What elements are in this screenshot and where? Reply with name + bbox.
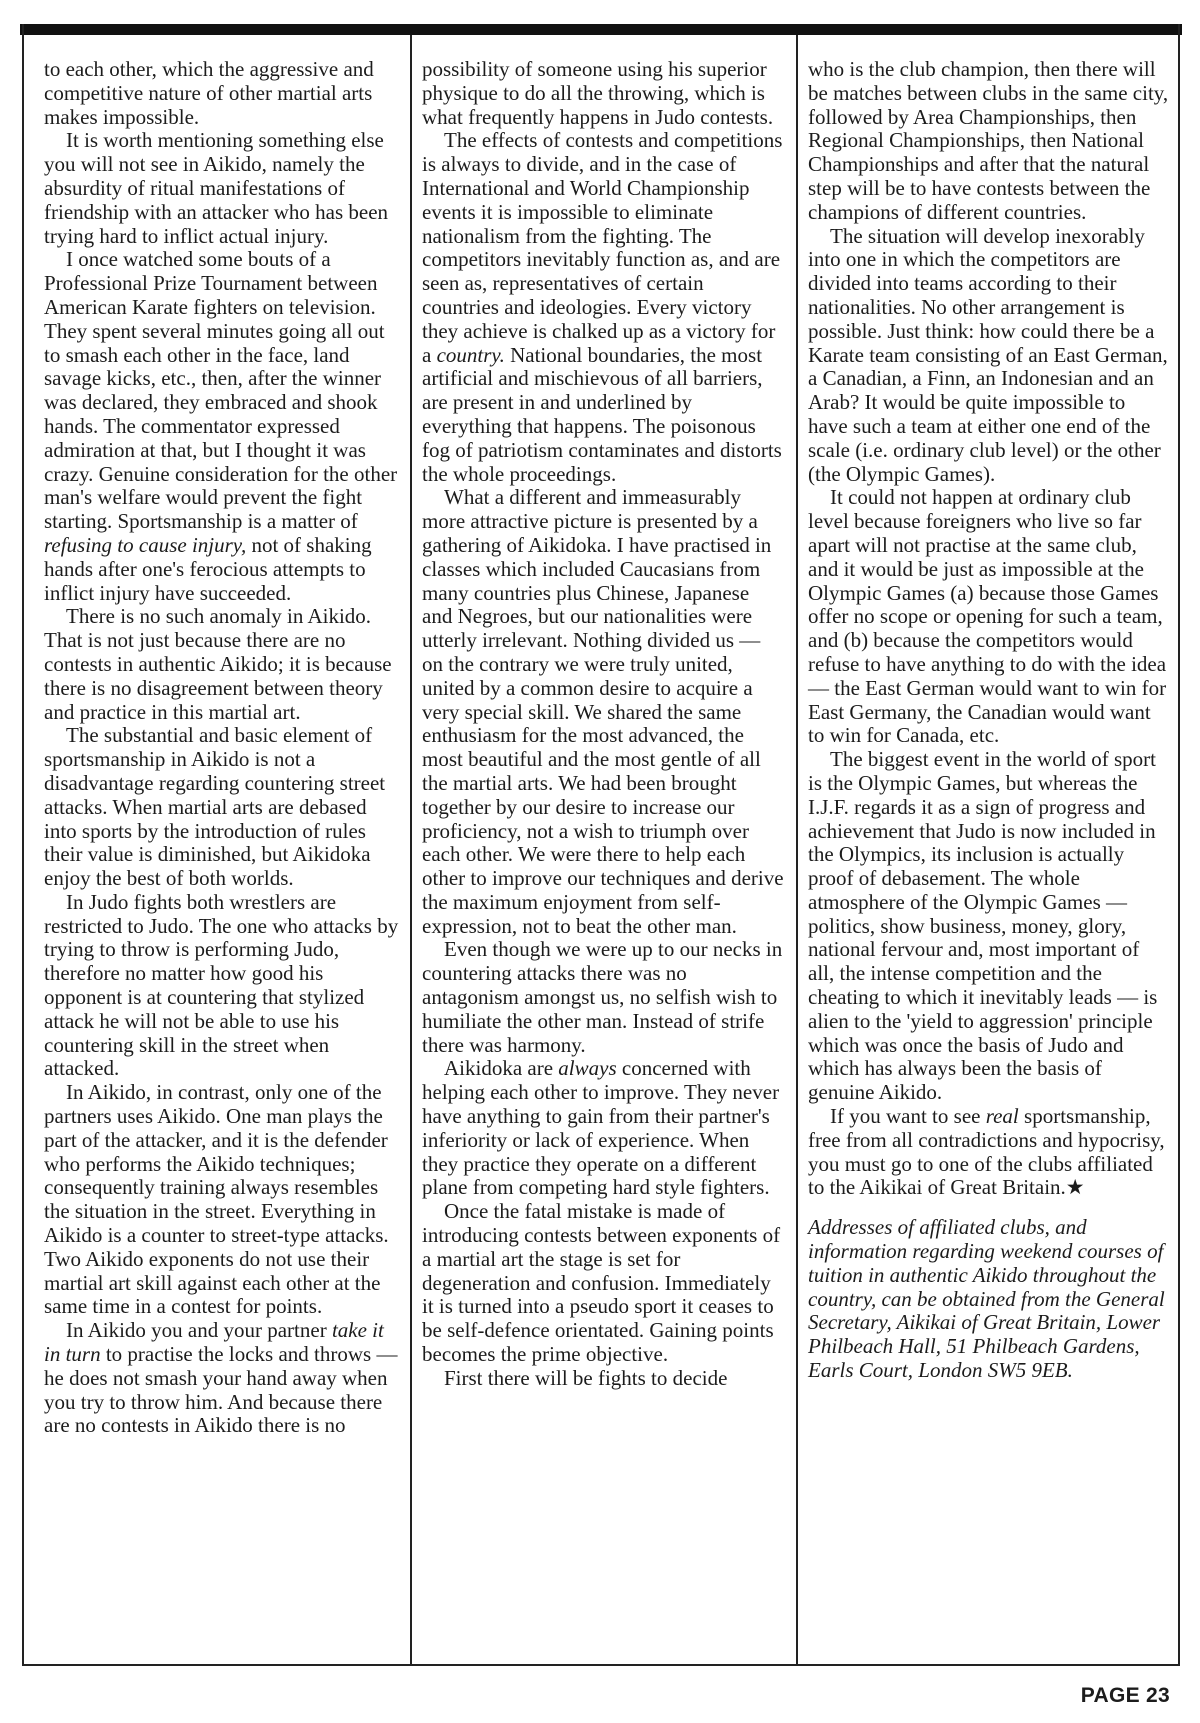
article-column-1 [44, 58, 402, 1438]
paragraph: to each other, which the aggressive and competitive nature of other martial arts makes impossible. [44, 57, 374, 129]
paragraph: who is the club champion, then there will be matches between clubs in the same city, followed by Area Championships, then Regional Championships, then National Championships and after that the natural step will be to have contests between the champions of different countries. [808, 57, 1169, 224]
emphasis: always [558, 1056, 617, 1081]
paragraph: Even though we were up to our necks in countering attacks there was no antagonism amongst us, no selfish wish to humiliate the other man. Instead of strife there was harmony. [422, 937, 783, 1057]
text-run: In Aikido you and your partner [66, 1318, 332, 1343]
paragraph: It is worth mentioning something else you will not see in Aikido, namely the absurdity of ritual manifestations of friendship with an attacker who has been trying hard to inflict actual injury. [44, 128, 389, 248]
emphasis: take it in turn [44, 1318, 384, 1367]
emphasis: country. [436, 342, 505, 367]
paragraph [808, 1105, 1170, 1200]
text-run: National boundaries, the most artificial and mischievous of all barriers, are present in and underlined by everything that happens. The poisonous fog of patriotism contaminates and distorts the whole proceedings. [422, 342, 782, 486]
paragraph: In Aikido, in contrast, only one of the partners uses Aikido. One man plays the part of the attacker, and it is the defender who performs the Aikido techniques; consequently training always resembles the situation in the street. Everything in Aikido is a counter to street-type attacks. Two Aikido exponents do not use their martial art skill against each other at the same time in a contest for points. [44, 1080, 389, 1319]
footnote: Addresses of affiliated clubs, and information regarding weekend courses of tuition in authentic Aikido throughout the country, can be obtained from the General Secretary, Aikikai of Great Britain, Lower Philbeach Hall, 51 Philbeach Gardens, Earls Court, London SW5 9EB. [808, 1215, 1165, 1383]
paragraph: Once the fatal mistake is made of introducing contests between exponents of a martial art the stage is set for degeneration and confusion. Immediately it is turned into a pseudo sport it ceases to be self-defence orientated. Gaining points becomes the prime objective. [422, 1199, 781, 1367]
paragraph: The situation will develop inexorably into one in which the competitors are divided into teams according to their nationalities. No other arrangement is possible. Just think: how could there be a Karate team consisting of an East German, a Canadian, a Finn, an Indonesian and an Arab? It would be quite impossible to have such a team at either one end of the scale (i.e. ordinary club level) or the other (the Olympic Games). [808, 223, 1168, 486]
paragraph [422, 1057, 784, 1200]
column-divider [410, 35, 412, 1666]
text-run: Aikidoka are [444, 1056, 559, 1081]
article-column-2 [422, 58, 784, 1391]
text-run: to practise the locks and throws — he does not smash your hand away when you try to throw him. And because there are no contests in Aikido there is no [44, 1342, 398, 1438]
paragraph: possibility of someone using his superior physique to do all the throwing, which is what frequently happens in Judo contests. [422, 57, 774, 129]
emphasis: refusing to cause injury, [44, 532, 247, 557]
text-run: If you want to see [830, 1104, 986, 1129]
column-divider [796, 35, 798, 1666]
paragraph: The biggest event in the world of sport is the Olympic Games, but whereas the I.J.F. regards it as a sign of progress and achievement that Judo is now included in the Olympics, its inclusion is actually proof of debasement. The whole atmosphere of the Olympic Games — politics, show business, money, glory, national fervour and, most important of all, the intense competition and the cheating to which it inevitably leads — is alien to the 'yield to aggression' principle which was once the basis of Judo and which has always been the basis of genuine Aikido. [808, 747, 1158, 1105]
text-run: I once watched some bouts of a Professional Prize Tournament between American Karate fighters on television. They spent several minutes going all out to smash each other in the face, land savage kicks, etc., then, after the winner was declared, they embraced and shook hands. The commentator expressed admiration at that, but I thought it was crazy. Genuine consideration for the other man's welfare would prevent the fight starting. Sportsmanship is a matter of [44, 247, 398, 534]
paragraph: It could not happen at ordinary club level because foreigners who live so far apart will not practise at the same club, and it would be just as impossible at the Olympic Games (a) because those Games offer no scope or opening for such a team, and (b) because the competitors would refuse to have anything to do with the idea — the East German would want to win for East Germany, the Canadian would want to win for Canada, etc. [808, 485, 1167, 748]
page-number: PAGE 23 [1080, 1684, 1170, 1707]
paragraph: In Judo fights both wrestlers are restricted to Judo. The one who attacks by trying to throw is performing Judo, therefore no matter how good his opponent is at countering that stylized attack he will not be able to use his countering skill in the street when attacked. [44, 889, 399, 1081]
text-run: sportsmanship, free from all contradictions and hypocrisy, you must go to one of the clubs affiliated to the Aikikai of Great Britain.★ [808, 1104, 1165, 1200]
paragraph: What a different and immeasurably more attractive picture is presented by a gathering of Aikidoka. I have practised in classes which included Caucasians from many countries plus Chinese, Japanese and Negroes, but our nationalities were utterly irrelevant. Nothing divided us — on the contrary we were truly united, united by a common desire to acquire a very special skill. We shared the same enthusiasm for the most advanced, the most beautiful and the most gentle of all the martial arts. We had been brought together by our desire to increase our proficiency, not a wish to triumph over each other. We were there to help each other to improve our techniques and derive the maximum enjoyment from self-expression, not to beat the other man. [422, 485, 784, 938]
text-run: concerned with helping each other to improve. They never have anything to gain from their partner's inferiority or lack of experience. When they practice they operate on a different plane from competing hard style fighters. [422, 1056, 780, 1200]
article-column-3 [808, 58, 1170, 1383]
text-run: The effects of contests and competitions is always to divide, and in the case of International and World Championship events it is impossible to eliminate nationalism from the fighting. The competitors inevitably function as, and are seen as, representatives of certain countries and ideologies. Every victory they achieve is chalked up as a victory for a [422, 128, 783, 367]
text-run: not of shaking hands after one's ferocious attempts to inflict injury have succeeded. [44, 532, 372, 605]
emphasis: real [985, 1104, 1019, 1129]
paragraph [44, 1319, 402, 1438]
paragraph: First there will be fights to decide [444, 1365, 728, 1390]
paragraph [44, 248, 402, 605]
paragraph [422, 129, 784, 486]
paragraph: The substantial and basic element of sportsmanship in Aikido is not a disadvantage regarding countering street attacks. When martial arts are debased into sports by the introduction of rules their value is diminished, but Aikidoka enjoy the best of both worlds. [44, 723, 386, 891]
paragraph: There is no such anomaly in Aikido. That is not just because there are no contests in authentic Aikido; it is because there is no disagreement between theory and practice in this martial art. [44, 604, 392, 724]
